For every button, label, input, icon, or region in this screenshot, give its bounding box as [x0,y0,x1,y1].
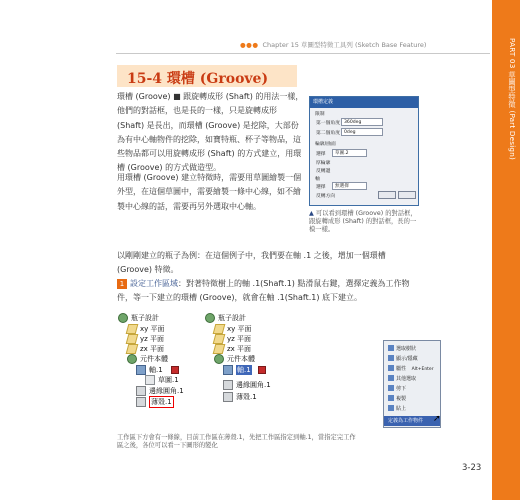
ok-button[interactable] [378,191,396,199]
menu-item-label: 屬性 [396,366,407,372]
dialog-caption [309,210,419,235]
first-angle-input[interactable]: 360deg [341,118,383,126]
second-angle-input[interactable]: 0deg [341,128,383,136]
right-tree-shell[interactable]: 薄殼.1 [236,393,257,401]
menu-item-icon [388,385,394,391]
right-tree-zx[interactable]: zx 平面 [227,345,252,353]
page-number: 3-23 [462,463,482,473]
part-gear-icon [205,313,215,323]
fillet-icon [136,386,146,396]
plane-icon [213,324,226,334]
body-gear-icon [214,354,224,364]
part-side-tab [492,0,520,500]
left-tree-fillet[interactable]: 邊緣圓角.1 [149,387,184,395]
properties-shortcut: Alt+Enter [411,367,434,372]
right-tree-fillet[interactable]: 邊緣圓角.1 [236,381,271,389]
profile-selection-label: 選擇 [316,152,326,157]
red-marker-icon [258,366,266,374]
reverse-direction-button[interactable]: 反轉方向 [316,194,336,199]
plane-icon [126,344,139,354]
sketch-icon [145,375,155,385]
left-tree-xy[interactable]: xy 平面 [140,325,165,333]
cancel-button[interactable] [398,191,416,199]
first-angle-label: 第一個角度 [316,121,340,126]
menu-item-label: 顯示/隱藏 [396,356,418,362]
plane-icon [126,334,139,344]
menu-item-label: 貼上 [396,406,407,412]
chapter-header [240,40,450,50]
chapter-title: Chapter 15 草圖型特徵工具列 (Sketch Base Feature) [262,41,427,49]
step-badge: 1 [117,279,127,289]
profile-label: 輪廓/曲面 [315,142,336,147]
menu-item-label: 剪下 [396,386,407,392]
caption-text: 可以看到環槽 (Groove) 的對話框，跟旋轉成形 (Shaft) 的對話框，長的一模一樣。 [309,210,417,234]
menu-item-icon [388,405,394,411]
define-work-object-item[interactable]: 定義為工作物件 [384,416,440,426]
menu-item-label: 複製 [396,396,407,402]
sketch-paragraph: 用環槽 (Groove) 建立特徵時，需要用草圖繪製一個外型，在這個草圖中，需要繪製一條中心線，如不繪製中心線的話，需要再另外選取中心軸。 [117,173,302,211]
left-tree-sketch[interactable]: 草圖.1 [158,376,179,384]
menu-item-label: 選取樹狀 [396,346,417,352]
step-title: 設定工作區域 [130,279,178,288]
left-tree-root[interactable]: 瓶子設計 [131,314,159,322]
thick-profile-checkbox[interactable]: 厚輪廓 [316,161,331,166]
menu-item-icon [388,375,394,381]
dialog-title: 環槽定義 [310,97,418,108]
fillet-icon [223,380,233,390]
menu-item-properties[interactable] [384,364,440,374]
caption-marker: ▲ [309,210,314,217]
intro-paragraph: 環槽 (Groove) ■ 跟旋轉成形 (Shaft) 的用法一樣，他們的對話框，也是長的一樣，只是旋轉成形 (Shaft) 是長出，而環槽 (Groove) 是挖除，大部份為有中心軸物件的挖除，如寶特瓶、杯子等物品，這些物品都可以用旋轉成形 (Shaft) 的方式建立，用環槽 (Groove) 的方式做造型。 [117,92,304,173]
shaft-icon [136,365,146,375]
right-tree-shaft-selected[interactable]: 軸.1 [237,366,251,374]
mouse-cursor-icon: ➚ [433,414,441,424]
menu-item[interactable] [384,354,440,364]
limits-label: 限制 [315,112,325,117]
shaft-icon [223,365,233,375]
left-tree-yz[interactable]: yz 平面 [140,335,165,343]
left-tree-shell[interactable]: 薄殼.1 [151,398,172,406]
tree-figure [115,310,415,430]
menu-item-icon [388,355,394,361]
menu-item[interactable] [384,374,440,384]
axis-label: 軸 [315,177,320,182]
menu-item[interactable] [384,394,440,404]
profile-selection-input[interactable]: 草圖.2 [332,149,367,157]
plane-icon [213,334,226,344]
bottom-caption: 工作區下方會有一條線，目前工作區在薄殼.1，先把工作區指定到軸.1，當指定完工作區之後，各位可以看一下圖形的變化 [117,434,356,450]
right-tree-body[interactable]: 元件本體 [227,355,255,363]
part-gear-icon [118,313,128,323]
left-tree-body[interactable]: 元件本體 [140,355,168,363]
example-paragraph: 以剛剛建立的瓶子為例：在這個例子中，我們要在軸 .1 之後，增加一個環槽 (Groove) 特徵。 [117,251,386,275]
step-paragraph [117,277,417,306]
section-heading-bar [117,65,297,87]
header-rule [116,53,490,54]
axis-selection-input[interactable]: 無選擇 [332,182,367,190]
red-marker-icon [171,366,179,374]
menu-item[interactable] [384,344,440,354]
right-tree-xy[interactable]: xy 平面 [227,325,252,333]
menu-item[interactable] [384,384,440,394]
header-dots-icon: ●●● [240,41,259,49]
body-gear-icon [127,354,137,364]
left-tree-zx[interactable]: zx 平面 [140,345,165,353]
menu-item-icon [388,365,394,371]
section-title: 15-4 環槽 (Groove) [127,71,269,87]
menu-item[interactable] [384,404,440,414]
menu-item-icon [388,345,394,351]
menu-item-icon [388,395,394,401]
plane-icon [213,344,226,354]
right-tree-root[interactable]: 瓶子設計 [218,314,246,322]
step-text: ：對著特徵樹上的軸 .1(Shaft.1) 點滑鼠右鍵，選擇定義為工作物件，等一下建立的環槽 (Groove)，就會在軸 .1(Shaft.1) 底下建立。 [117,279,410,303]
shell-icon [223,392,233,402]
reverse-side-button[interactable]: 反轉邊 [316,169,331,174]
shell-icon [136,397,146,407]
axis-selection-label: 選擇 [316,185,326,190]
left-tree-shaft[interactable]: 軸.1 [149,366,163,374]
plane-icon [126,324,139,334]
menu-item-label: 其他選取 [396,376,417,382]
groove-definition-dialog [309,96,419,206]
second-angle-label: 第二個角度 [316,131,340,136]
right-tree-yz[interactable]: yz 平面 [227,335,252,343]
side-tab-label: PART 03 草圖型特徵 (Part Design) [508,38,517,160]
